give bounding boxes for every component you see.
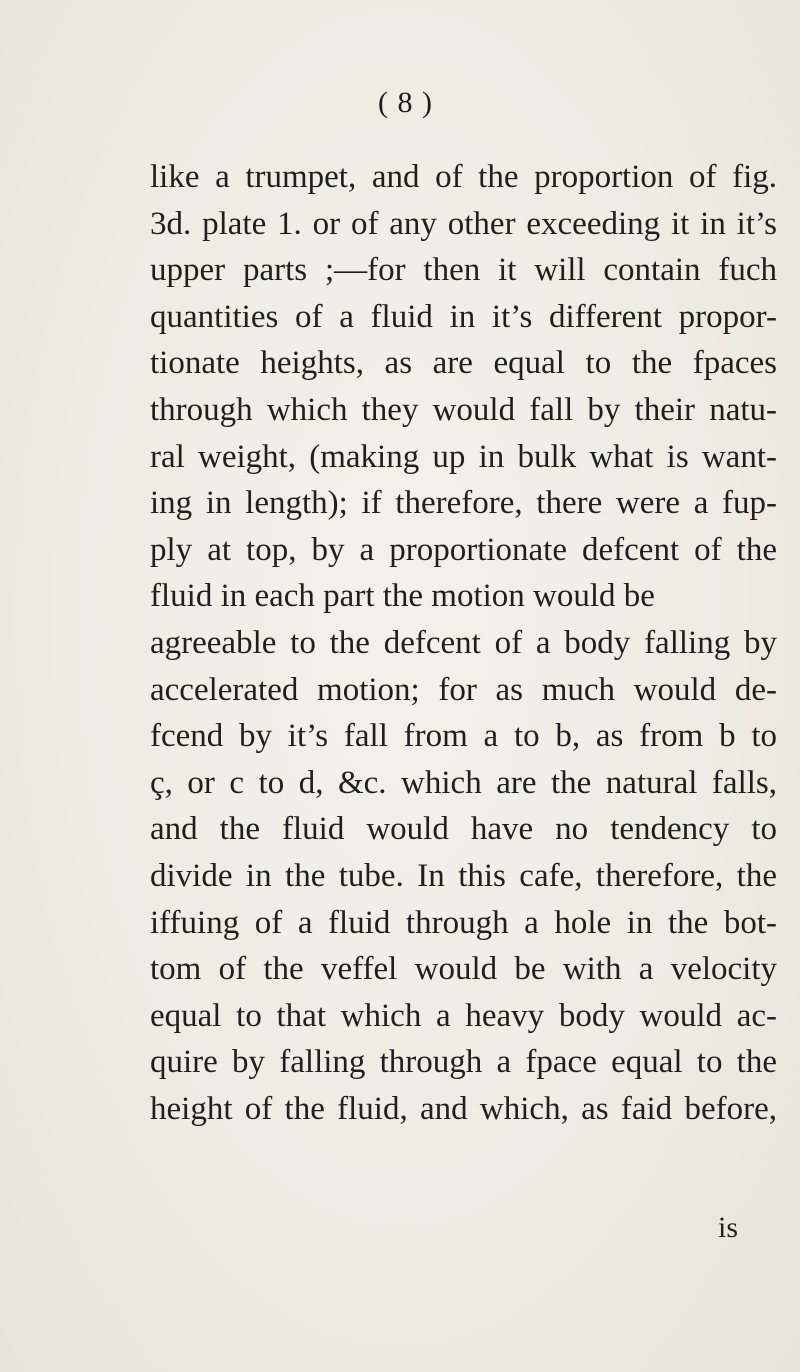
text-line: tom of the veffel would be with a velocity: [150, 951, 777, 988]
catchword: is: [718, 1211, 739, 1244]
text-line: and the fluid would have no tendency to: [150, 811, 777, 848]
body-text: [150, 154, 790, 1132]
text-line: ing in length); if therefore, there were a fup-: [150, 485, 777, 522]
text-line: iffuing of a fluid through a hole in the bot-: [150, 904, 777, 941]
text-line: ply at top, by a proportionate defcent of the: [150, 531, 777, 568]
text-line: quantities of a fluid in it’s different propor-: [150, 298, 777, 335]
text-line: tionate heights, as are equal to the fpaces: [150, 345, 777, 382]
text-line: like a trumpet, and of the proportion of fig.: [150, 159, 777, 195]
text-line: divide in the tube. In this cafe, therefore, the: [150, 857, 777, 894]
text-line: agreeable to the defcent of a body falling by: [150, 624, 777, 661]
text-line: quire by falling through a fpace equal to the: [150, 1044, 777, 1081]
text-line: equal to that which a heavy body would ac-: [150, 997, 777, 1034]
text-line: ç, or c to d, &c. which are the natural falls,: [150, 764, 777, 801]
text-line: through which they would fall by their natu-: [150, 391, 777, 428]
text-line: accelerated motion; for as much would de-: [150, 671, 777, 708]
page-number: ( 8 ): [378, 86, 433, 119]
text-line: 3d. plate 1. or of any other exceeding it in it’s: [150, 205, 777, 242]
text-line: height of the fluid, and which, as faid before,: [150, 1090, 777, 1127]
text-line: fluid in each part the motion would be: [150, 578, 655, 615]
text-line: fcend by it’s fall from a to b, as from b to: [150, 718, 777, 755]
text-line: ral weight, (making up in bulk what is want-: [150, 438, 777, 475]
text-line: upper parts ;—for then it will contain fuch: [150, 252, 777, 289]
